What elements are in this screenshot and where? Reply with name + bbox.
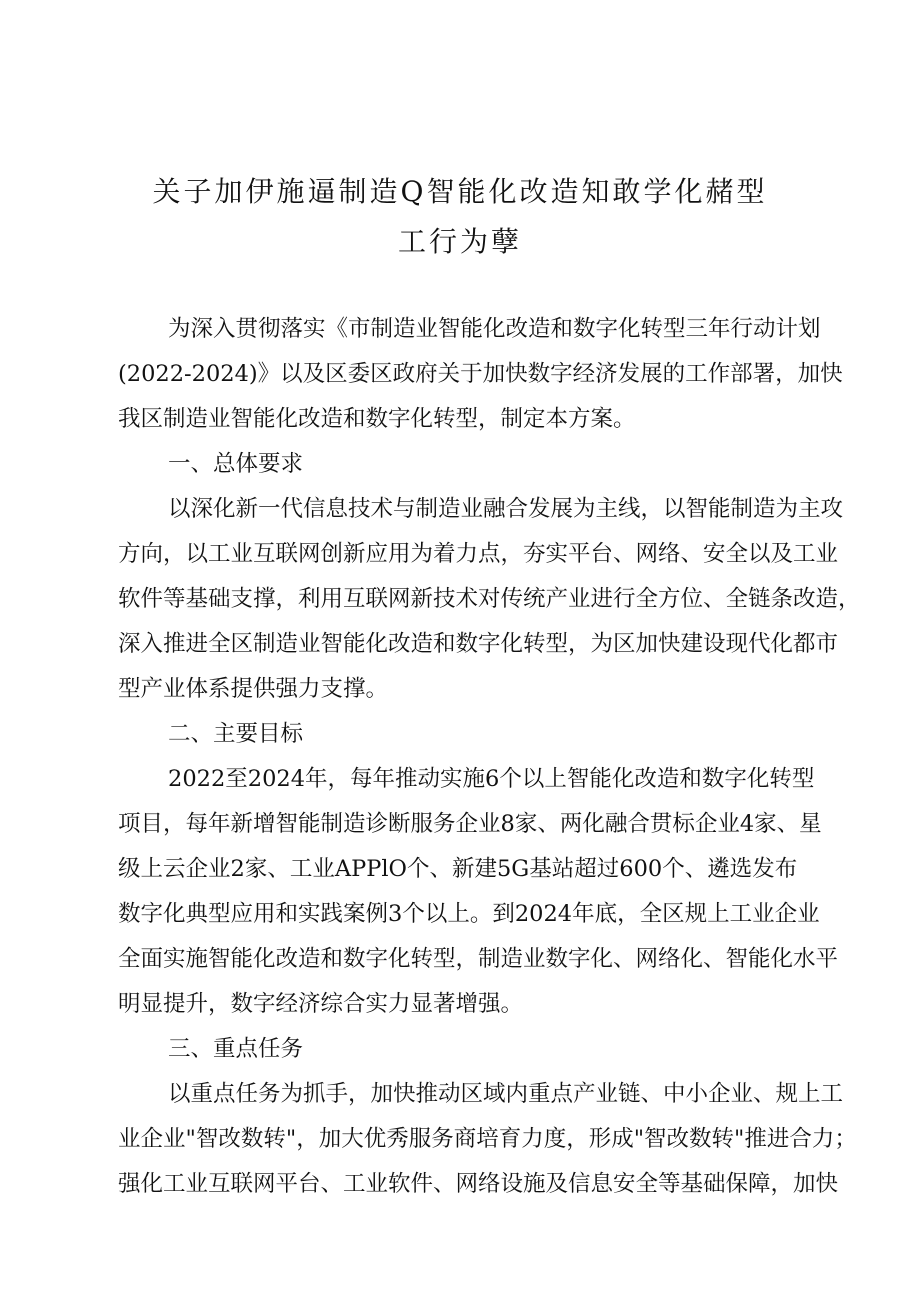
paragraph-line: 为深入贯彻落实《市制造业智能化改造和数字化转型三年行动计划 [168, 316, 821, 342]
section-heading: 一、总体要求 [168, 451, 304, 477]
paragraph-line: 项目，每年新增智能制造诊断服务企业8家、两化融合贯标企业4家、星 [118, 811, 822, 837]
paragraph-line: (2022-2024)》以及区委区政府关于加快数字经济发展的工作部署，加快 [118, 361, 843, 387]
paragraph-line: 2022至2024年，每年推动实施6个以上智能化改造和数字化转型 [168, 766, 815, 792]
paragraph-line: 深入推进全区制造业智能化改造和数字化转型，为区加快建设现代化都市 [118, 631, 839, 657]
paragraph-line: 以深化新一代信息技术与制造业融合发展为主线，以智能制造为主攻 [168, 496, 844, 522]
paragraph-line: 数字化典型应用和实践案例3个以上。到2024年底，全区规上工业企业 [118, 901, 820, 927]
paragraph-line: 型产业体系提供强力支撑。 [118, 676, 389, 702]
paragraph-line: 方向，以工业互联网创新应用为着力点，夯实平台、网络、安全以及工业 [118, 541, 839, 567]
paragraph-line: 业企业"智改数转"，加大优秀服务商培育力度，形成"智改数转"推进合力； [118, 1126, 857, 1152]
section-heading: 二、主要目标 [168, 721, 304, 747]
paragraph-line: 全面实施智能化改造和数字化转型，制造业数字化、网络化、智能化水平 [118, 946, 839, 972]
paragraph-line: 强化工业互联网平台、工业软件、网络设施及信息安全等基础保障，加快 [118, 1171, 839, 1197]
document-title-line-2: 工行为孽 [397, 225, 522, 258]
document-body [118, 307, 861, 1207]
paragraph-line: 软件等基础支撑，利用互联网新技术对传统产业进行全方位、全链条改造， [118, 586, 861, 612]
section-heading: 三、重点任务 [168, 1036, 304, 1062]
paragraph-line: 以重点任务为抓手，加快推动区域内重点产业链、中小企业、规上工 [168, 1081, 844, 1107]
document-title-line-1: 关子加伊施逼制造Q智能化改造知敢学化赭型 [152, 175, 768, 208]
paragraph-line: 明显提升，数字经济综合实力显著增强。 [118, 991, 524, 1017]
paragraph-line: 级上云企业2家、工业APPlO个、新建5G基站超过600个、遴选发布 [118, 856, 798, 882]
paragraph-line: 我区制造业智能化改造和数字化转型，制定本方案。 [118, 406, 636, 432]
